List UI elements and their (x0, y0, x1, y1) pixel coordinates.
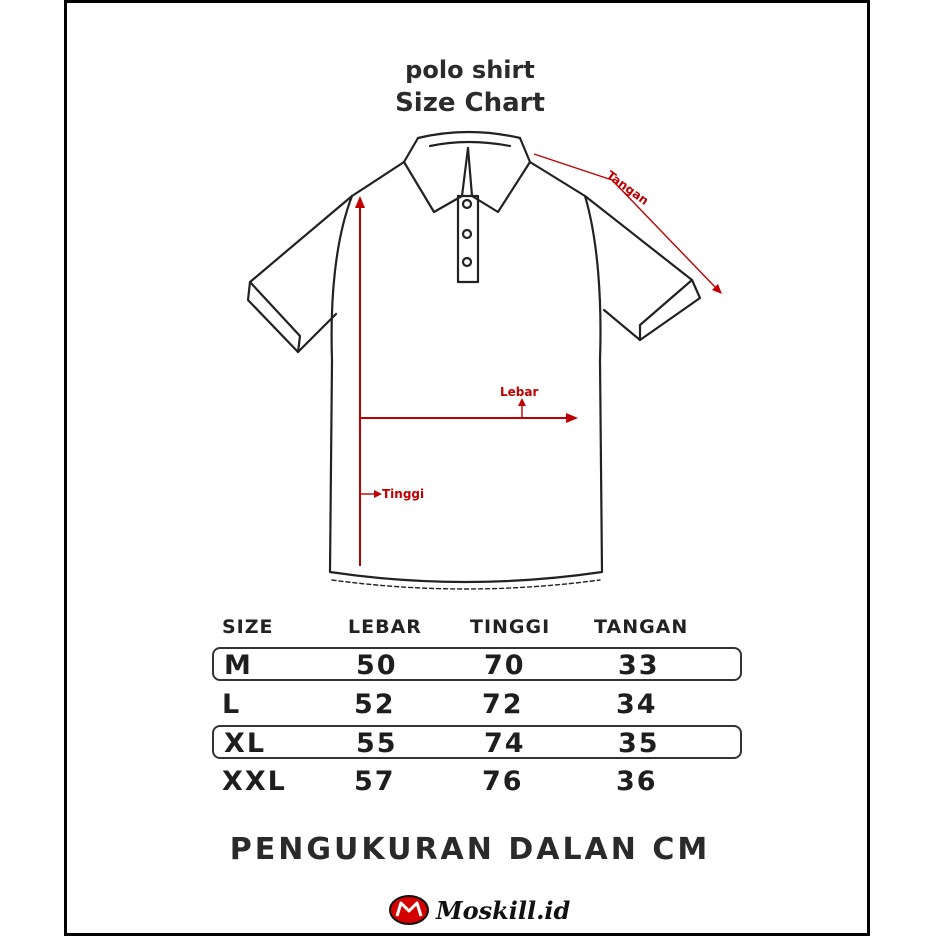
tinggi-cell: 76 (482, 766, 524, 797)
left-sleeve-outline (248, 162, 404, 352)
tangan-cell: 34 (616, 689, 658, 720)
arrow-right-icon (374, 490, 382, 498)
moskill-logo-icon (388, 894, 430, 926)
lebar-cell: 55 (356, 728, 398, 759)
button-icon (463, 230, 471, 238)
size-cell: L (222, 689, 242, 720)
lebar-cell: 57 (354, 766, 396, 797)
size-cell: XXL (222, 766, 287, 797)
header-size: SIZE (222, 616, 274, 638)
size-cell: M (224, 650, 253, 681)
chart-title: Size Chart (395, 88, 545, 118)
brand-logo (388, 890, 570, 930)
button-icon (463, 200, 471, 208)
table-row (212, 688, 742, 722)
right-sleeve-outline (530, 162, 700, 340)
tangan-label: Tangan (603, 168, 652, 208)
measurement-note: PENGUKURAN DALAN CM (229, 832, 711, 867)
lebar-label: Lebar (500, 385, 539, 399)
tinggi-cell: 72 (482, 689, 524, 720)
header-tangan: TANGAN (594, 616, 689, 638)
tangan-cell: 35 (618, 728, 660, 759)
table-row (212, 647, 742, 681)
table-row (212, 725, 742, 759)
tinggi-cell: 70 (484, 650, 526, 681)
arrow-up-icon (518, 398, 526, 406)
tinggi-label: Tinggi (382, 487, 425, 501)
tinggi-cell: 74 (484, 728, 526, 759)
tangan-cell: 33 (618, 650, 660, 681)
button-icon (463, 258, 471, 266)
lebar-cell: 52 (354, 689, 396, 720)
shirt-body-outline (330, 196, 602, 582)
table-row (212, 765, 742, 799)
product-title: polo shirt (405, 56, 535, 84)
header-lebar: LEBAR (348, 616, 422, 638)
tangan-cell: 36 (616, 766, 658, 797)
size-cell: XL (224, 728, 267, 759)
arrow-right-icon (566, 413, 578, 423)
lebar-cell: 50 (356, 650, 398, 681)
brand-name: Moskill.id (436, 895, 571, 925)
arrow-up-icon (355, 196, 365, 208)
header-tinggi: TINGGI (470, 616, 551, 638)
tangan-measure-line (534, 154, 612, 180)
